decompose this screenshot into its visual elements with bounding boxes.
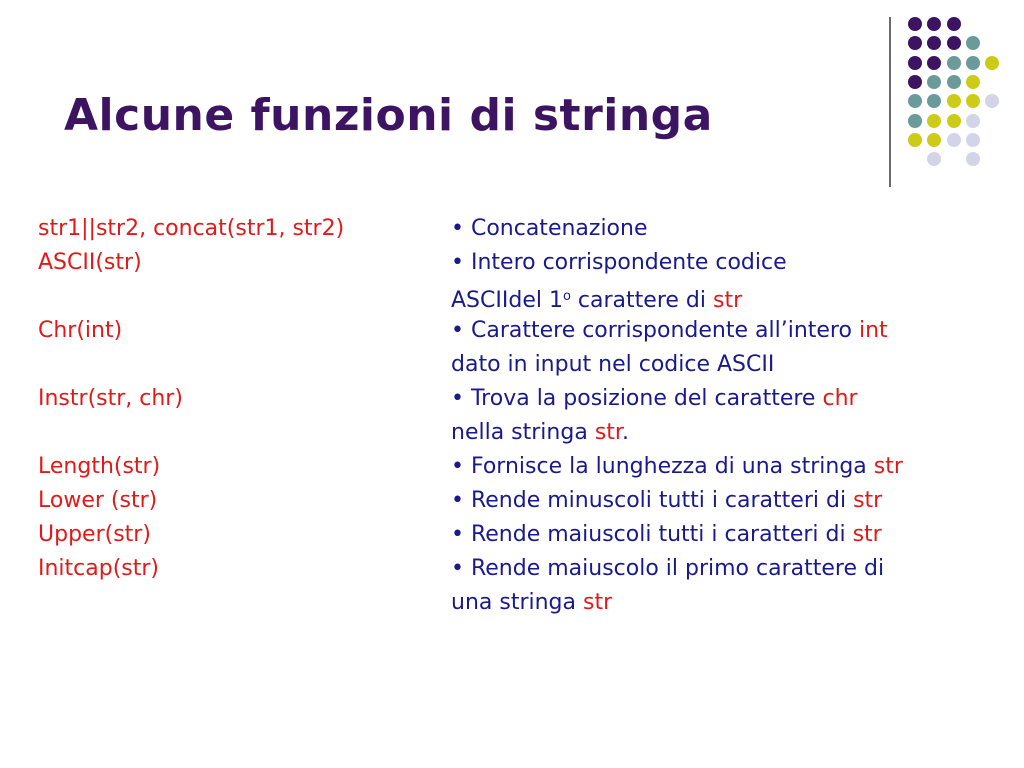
function-initcap: Initcap(str) (38, 556, 160, 581)
description-instr-line2 (451, 416, 629, 450)
decorative-dot (908, 36, 922, 50)
keyword-str: str (852, 522, 882, 547)
description-text: una stringa (451, 590, 583, 615)
vertical-divider-line (889, 17, 891, 187)
description-length (451, 450, 903, 484)
function-upper: Upper(str) (38, 522, 151, 547)
function-chr: Chr(int) (38, 318, 123, 343)
description-chr-line2 (451, 348, 774, 382)
description-initcap-line2 (451, 586, 612, 620)
decorative-dot (908, 17, 922, 31)
description-text: nella stringa (451, 420, 595, 445)
function-ascii: ASCII(str) (38, 250, 142, 275)
description-instr-line1 (451, 382, 858, 416)
description-text: • Intero corrispondente codice (451, 250, 787, 275)
keyword-str: str (712, 288, 743, 313)
description-text: . (621, 420, 629, 445)
decorative-dot (947, 94, 961, 108)
decorative-dot (927, 56, 941, 70)
description-initcap-line1 (451, 552, 884, 586)
decorative-dot (966, 114, 980, 128)
decorative-dot (908, 133, 922, 147)
decorative-dot (947, 17, 961, 31)
decorative-dot (927, 152, 941, 166)
decorative-dot (927, 36, 941, 50)
description-chr-line1 (451, 314, 888, 348)
description-text: • Rende minuscoli tutti i caratteri di (451, 488, 854, 513)
decorative-dot (927, 75, 941, 89)
decorative-dot (985, 56, 999, 70)
description-upper (451, 518, 882, 552)
description-ascii-line2 (451, 280, 742, 314)
decorative-dot (908, 94, 922, 108)
description-text: • Rende maiuscoli tutti i caratteri di (451, 522, 853, 547)
keyword-str: str (853, 488, 883, 513)
keyword-str: str (594, 420, 622, 445)
decorative-dot (985, 94, 999, 108)
decorative-dot (927, 133, 941, 147)
description-text: • Concatenazione (451, 216, 648, 241)
ordinal-superscript: o (562, 289, 571, 304)
decorative-dot (908, 75, 922, 89)
description-lower (451, 484, 882, 518)
keyword-chr: chr (822, 386, 858, 411)
function-length: Length(str) (38, 454, 161, 479)
description-text: dato in input nel codice ASCII (451, 352, 775, 377)
decorative-dot (927, 114, 941, 128)
description-text: • Rende maiuscolo il primo carattere di (451, 556, 885, 581)
description-text: • Fornisce la lunghezza di una stringa (451, 454, 874, 479)
decorative-dot (947, 114, 961, 128)
decorative-dot (947, 133, 961, 147)
description-text: • Trova la posizione del carattere (451, 386, 823, 411)
decorative-dot (966, 56, 980, 70)
function-instr: Instr(str, chr) (38, 386, 183, 411)
keyword-str: str (583, 590, 613, 615)
decorative-dot (908, 56, 922, 70)
decorative-dot (966, 36, 980, 50)
decorative-dot (947, 56, 961, 70)
description-concat (451, 212, 648, 246)
slide-title: Alcune funzioni di stringa (64, 90, 713, 141)
decorative-dot (927, 17, 941, 31)
decorative-dot (908, 114, 922, 128)
description-text: • Carattere corrispondente all’intero (451, 318, 859, 343)
keyword-int: int (858, 318, 888, 343)
description-ascii-line1 (451, 246, 787, 280)
decorative-dot (966, 152, 980, 166)
function-lower: Lower (str) (38, 488, 158, 513)
keyword-str: str (873, 454, 903, 479)
decorative-dot (966, 133, 980, 147)
decorative-dot (927, 94, 941, 108)
function-concat: str1||str2, concat(str1, str2) (38, 216, 345, 241)
description-text: ASCIIdel 1 (451, 288, 563, 313)
decorative-dot (966, 94, 980, 108)
decorative-dot (966, 75, 980, 89)
decorative-dot (947, 36, 961, 50)
decorative-dot (947, 75, 961, 89)
description-text: carattere di (570, 288, 713, 313)
